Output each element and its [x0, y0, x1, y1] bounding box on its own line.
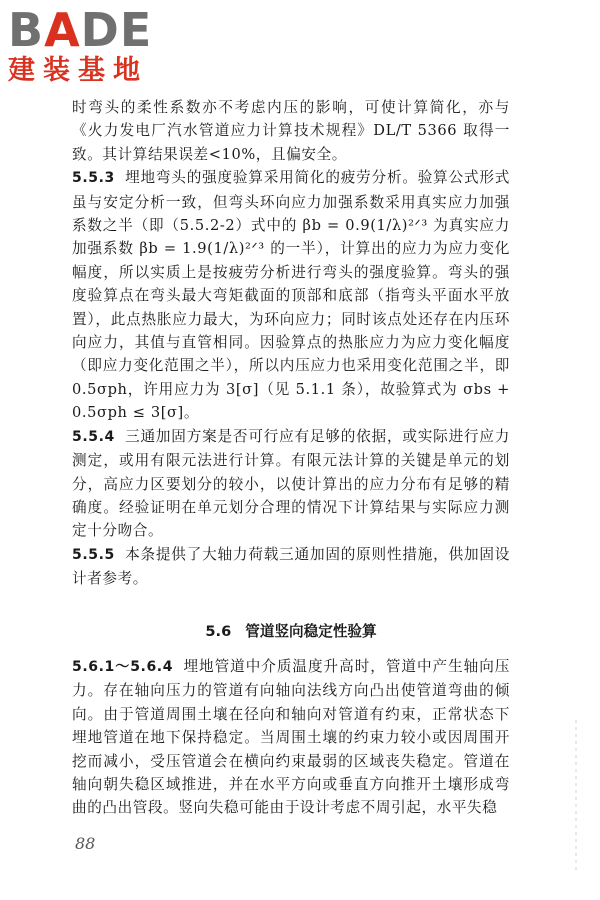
clause-text: 埋地管道中介质温度升高时，管道中产生轴向压力。存在轴向压力的管道有向轴向法线方向凸出使管道弯曲的倾向。由于管道周围土壤在径向和轴向对管道有约束，正常状态下埋地管道在地下保持稳定。当周围土壤的约束力较小或因周围开挖而减小，受压管道会在横向约束最弱的区域丧失稳定。管道在轴向朝失稳区域推进，并在水平方向或垂直方向推开土壤形成弯曲的凸出管段。竖向失稳可能由于设计考虑不周引起，水平失稳 — [72, 658, 510, 817]
clause-number: 5.6.1～5.6.4 — [72, 659, 174, 675]
logo-subtitle: 建装基地 — [8, 55, 148, 86]
paragraph-continued: 时弯头的柔性系数亦不考虑内压的影响，可使计算简化，亦与《火力发电厂汽水管道应力计算技术规程》DL/T 5366 取得一致。其计算结果误差<10%，且偏安全。 — [72, 99, 510, 163]
scan-edge-mark — [575, 720, 577, 870]
clause-text: 本条提供了大轴力荷载三通加固的原则性措施，供加固设计者参考。 — [72, 545, 510, 588]
logo-wordmark: BADE — [8, 3, 153, 57]
clause-5-6-1-to-5-6-4 — [72, 655, 510, 820]
clause-number: 5.5.5 — [72, 546, 115, 563]
clause-5-5-4 — [72, 425, 510, 543]
clause-5-5-5 — [72, 543, 510, 591]
clause-text: 埋地弯头的强度验算采用简化的疲劳分析。验算公式形式虽与安定分析一致，但弯头环向应力加强系数采用真实应力加强系数之半（即（5.5.2-2）式中的 βb = 0.9(1/λ)²ᐟ³ 为真实应力加强系数 βb = 1.9(1/λ)²ᐟ³ 的一半），计算出的应力为应力变化幅度，所以实质上是按疲劳分析进行弯头的强度验算。弯头的强度验算点在弯头最大弯矩截面的顶部和底部（指弯头平面水平放置），此点热胀应力最大，为环向应力；同时该点处还存在内压环向应力，其值与直管相同。因验算点的热胀应力为应力变化幅度（即应力变化范围之半），所以内压应力也采用变化范围之半，即 0.5σph，许用应力为 3[σ]（见 5.1.1 条），故验算式为 σbs + 0.5σph ≤ 3[σ]。 — [72, 169, 510, 422]
clause-number: 5.5.3 — [72, 170, 115, 187]
publisher-logo — [8, 3, 178, 86]
clause-text: 三通加固方案是否可行应有足够的依据，或实际进行应力测定，或用有限元法进行计算。有限元法计算的关键是单元的划分，高应力区要划分的较小，以使计算出的应力分布有足够的精确度。经验证明在单元划分合理的情况下计算结果与实际应力测定十分吻合。 — [72, 427, 510, 540]
body-text-lower — [72, 655, 510, 820]
clause-5-5-3 — [72, 166, 510, 424]
section-title: 管道竖向稳定性验算 — [245, 623, 377, 640]
clause-number: 5.5.4 — [72, 428, 115, 445]
section-heading — [72, 620, 510, 641]
page-number: 88 — [75, 834, 96, 853]
section-number: 5.6 — [205, 623, 232, 640]
body-text-upper — [72, 96, 510, 591]
